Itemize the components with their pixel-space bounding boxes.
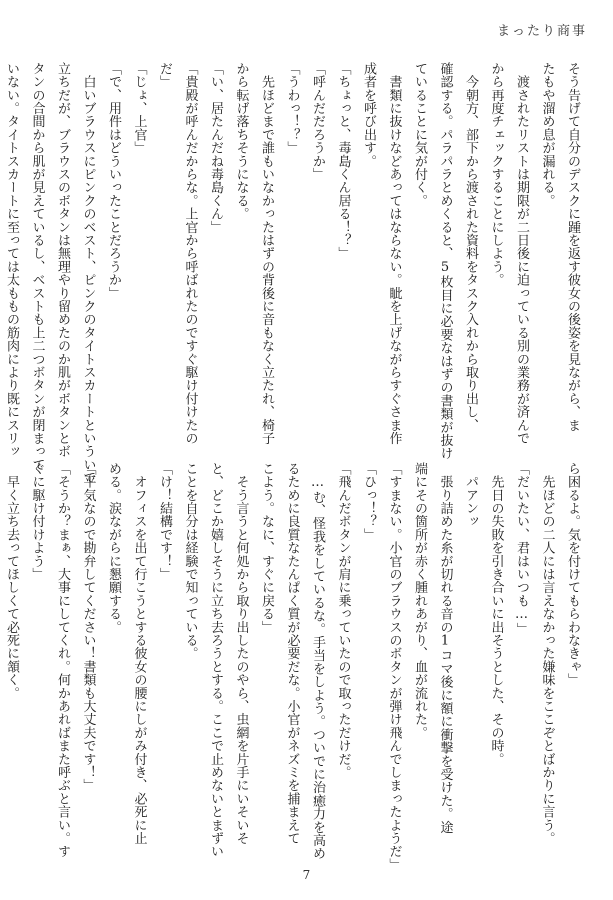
text-line: ことを自分は経験で知っている。 xyxy=(182,462,198,660)
text-line: から再度チェックすることにしよう。 xyxy=(488,62,504,287)
text-line: るために良質なたんぱく質が必要だな。小官がネズミを捕まえて xyxy=(284,462,300,845)
text-line: だ」 xyxy=(157,62,172,89)
text-line: 「貴殿が呼んだからな。上官から呼ばれたのですぐ駆け付けたの xyxy=(182,62,198,445)
text-line: たもや溜め息が漏れる。 xyxy=(539,62,555,208)
text-line: 張り詰めた糸が切れる音の1コマ後に額に衝撃を受けた。途 xyxy=(437,462,453,834)
text-line: 「平気なので勘弁してください！書類も大丈夫です！」 xyxy=(80,462,96,792)
text-line: と、どこか嬉しそうに立ち去ろうとする。ここで止めないとまずい xyxy=(208,462,223,858)
text-line: 「飛んだボタンが肩に乗っていたので取っただけだ。 xyxy=(335,462,351,779)
text-line: タンの合間から肌が見えているし、ベストも上二つボタンが閉まって xyxy=(29,62,45,472)
text-line: こよう。なに、すぐに戻る」 xyxy=(259,462,274,634)
text-line: 端にその箇所が赤く腫れあがり、血が流れた。 xyxy=(412,462,427,740)
text-line: 早く立ち去ってほしくて必死に頷く。 xyxy=(4,462,19,700)
text-line: 先ほどの二人には言えなかった嫌味をここぞとばかりに言う。 xyxy=(539,462,555,845)
upper-text-block xyxy=(4,62,585,485)
text-line: 「ひっ！？」 xyxy=(361,462,376,542)
text-line: パアンッ xyxy=(463,462,478,528)
text-line: …む、怪我をしているな。手当をしよう。ついでに治癒力を高め xyxy=(310,462,325,860)
text-line: ていることに気が付く。 xyxy=(412,62,427,208)
text-line: 「だいたい、君はいつも…」 xyxy=(514,462,529,636)
text-line: オフィスを出て行こうとする彼女の腰にしがみ付き、必死に止 xyxy=(131,462,147,845)
text-line: 今朝方、部下から渡された資料をタスク入れから取り出し、 xyxy=(463,62,478,432)
text-line: 先ほどまで誰もいなかったはずの背後に音もなく立たれ、椅子 xyxy=(259,62,274,445)
text-line: 成者を呼び出す。 xyxy=(361,62,376,168)
text-line: 「ちょっと、毒島くん居る！？」 xyxy=(335,62,351,260)
text-line: 「け！結構です！」 xyxy=(157,462,172,581)
text-line: 「で、用件はどういったことだろうか」 xyxy=(106,62,121,300)
text-line: 「そうか？まぁ、大事にしてくれ。何かあればまた呼ぶと言い。す xyxy=(55,462,70,858)
lower-text-block xyxy=(4,462,585,872)
text-line: 書類に抜けなどあってはならない。眦を上げながらすぐさま作 xyxy=(386,62,402,445)
text-line: 「呼んだだろうか」 xyxy=(310,62,325,181)
text-line: ぐに駆け付けよう」 xyxy=(29,462,45,581)
text-line: 「い、居たんだね毒島くん」 xyxy=(208,62,223,234)
text-line: そう告げて自分のデスクに踵を返す彼女の後姿を見ながら、ま xyxy=(565,62,580,432)
text-line: 先日の失敗を引き合いに出そうとした、その時。 xyxy=(488,462,504,766)
page-number: 7 xyxy=(302,868,311,882)
text-line: 渡されたリストは期限が二日後に迫っている別の業務が済んで xyxy=(514,62,529,445)
text-line: 「じょ、上官」 xyxy=(131,62,147,155)
text-line: める。涙ながらに懇願する。 xyxy=(106,462,121,634)
text-line: 立ちだが、ブラウスのボタンは無理やり留めたのか肌がボタンとボ xyxy=(55,62,70,458)
text-line: 「すまない。小官のブラウスのボタンが弾け飛んでしまったようだ」 xyxy=(386,462,402,872)
text-line: そう言うと何処から取り出したのやら、虫網を片手にいそいそ xyxy=(233,462,249,845)
running-header: まったり商事 xyxy=(496,24,587,39)
text-line: 確認する。パラパラとめくると、5枚目に必要なはずの書類が抜け xyxy=(437,62,453,460)
text-line: 「うわっ！？」 xyxy=(284,62,300,155)
text-line: 白いブラウスにピンクのベスト、ピンクのタイトスカートといういで xyxy=(80,62,96,485)
text-line: いない。タイトスカートに至っては太ももの筋肉により既にスリッ xyxy=(4,62,19,458)
text-line: ら困るよ。気を付けてもらわなきゃ」 xyxy=(565,462,580,687)
text-line: から転げ落ちそうになる。 xyxy=(233,62,249,221)
